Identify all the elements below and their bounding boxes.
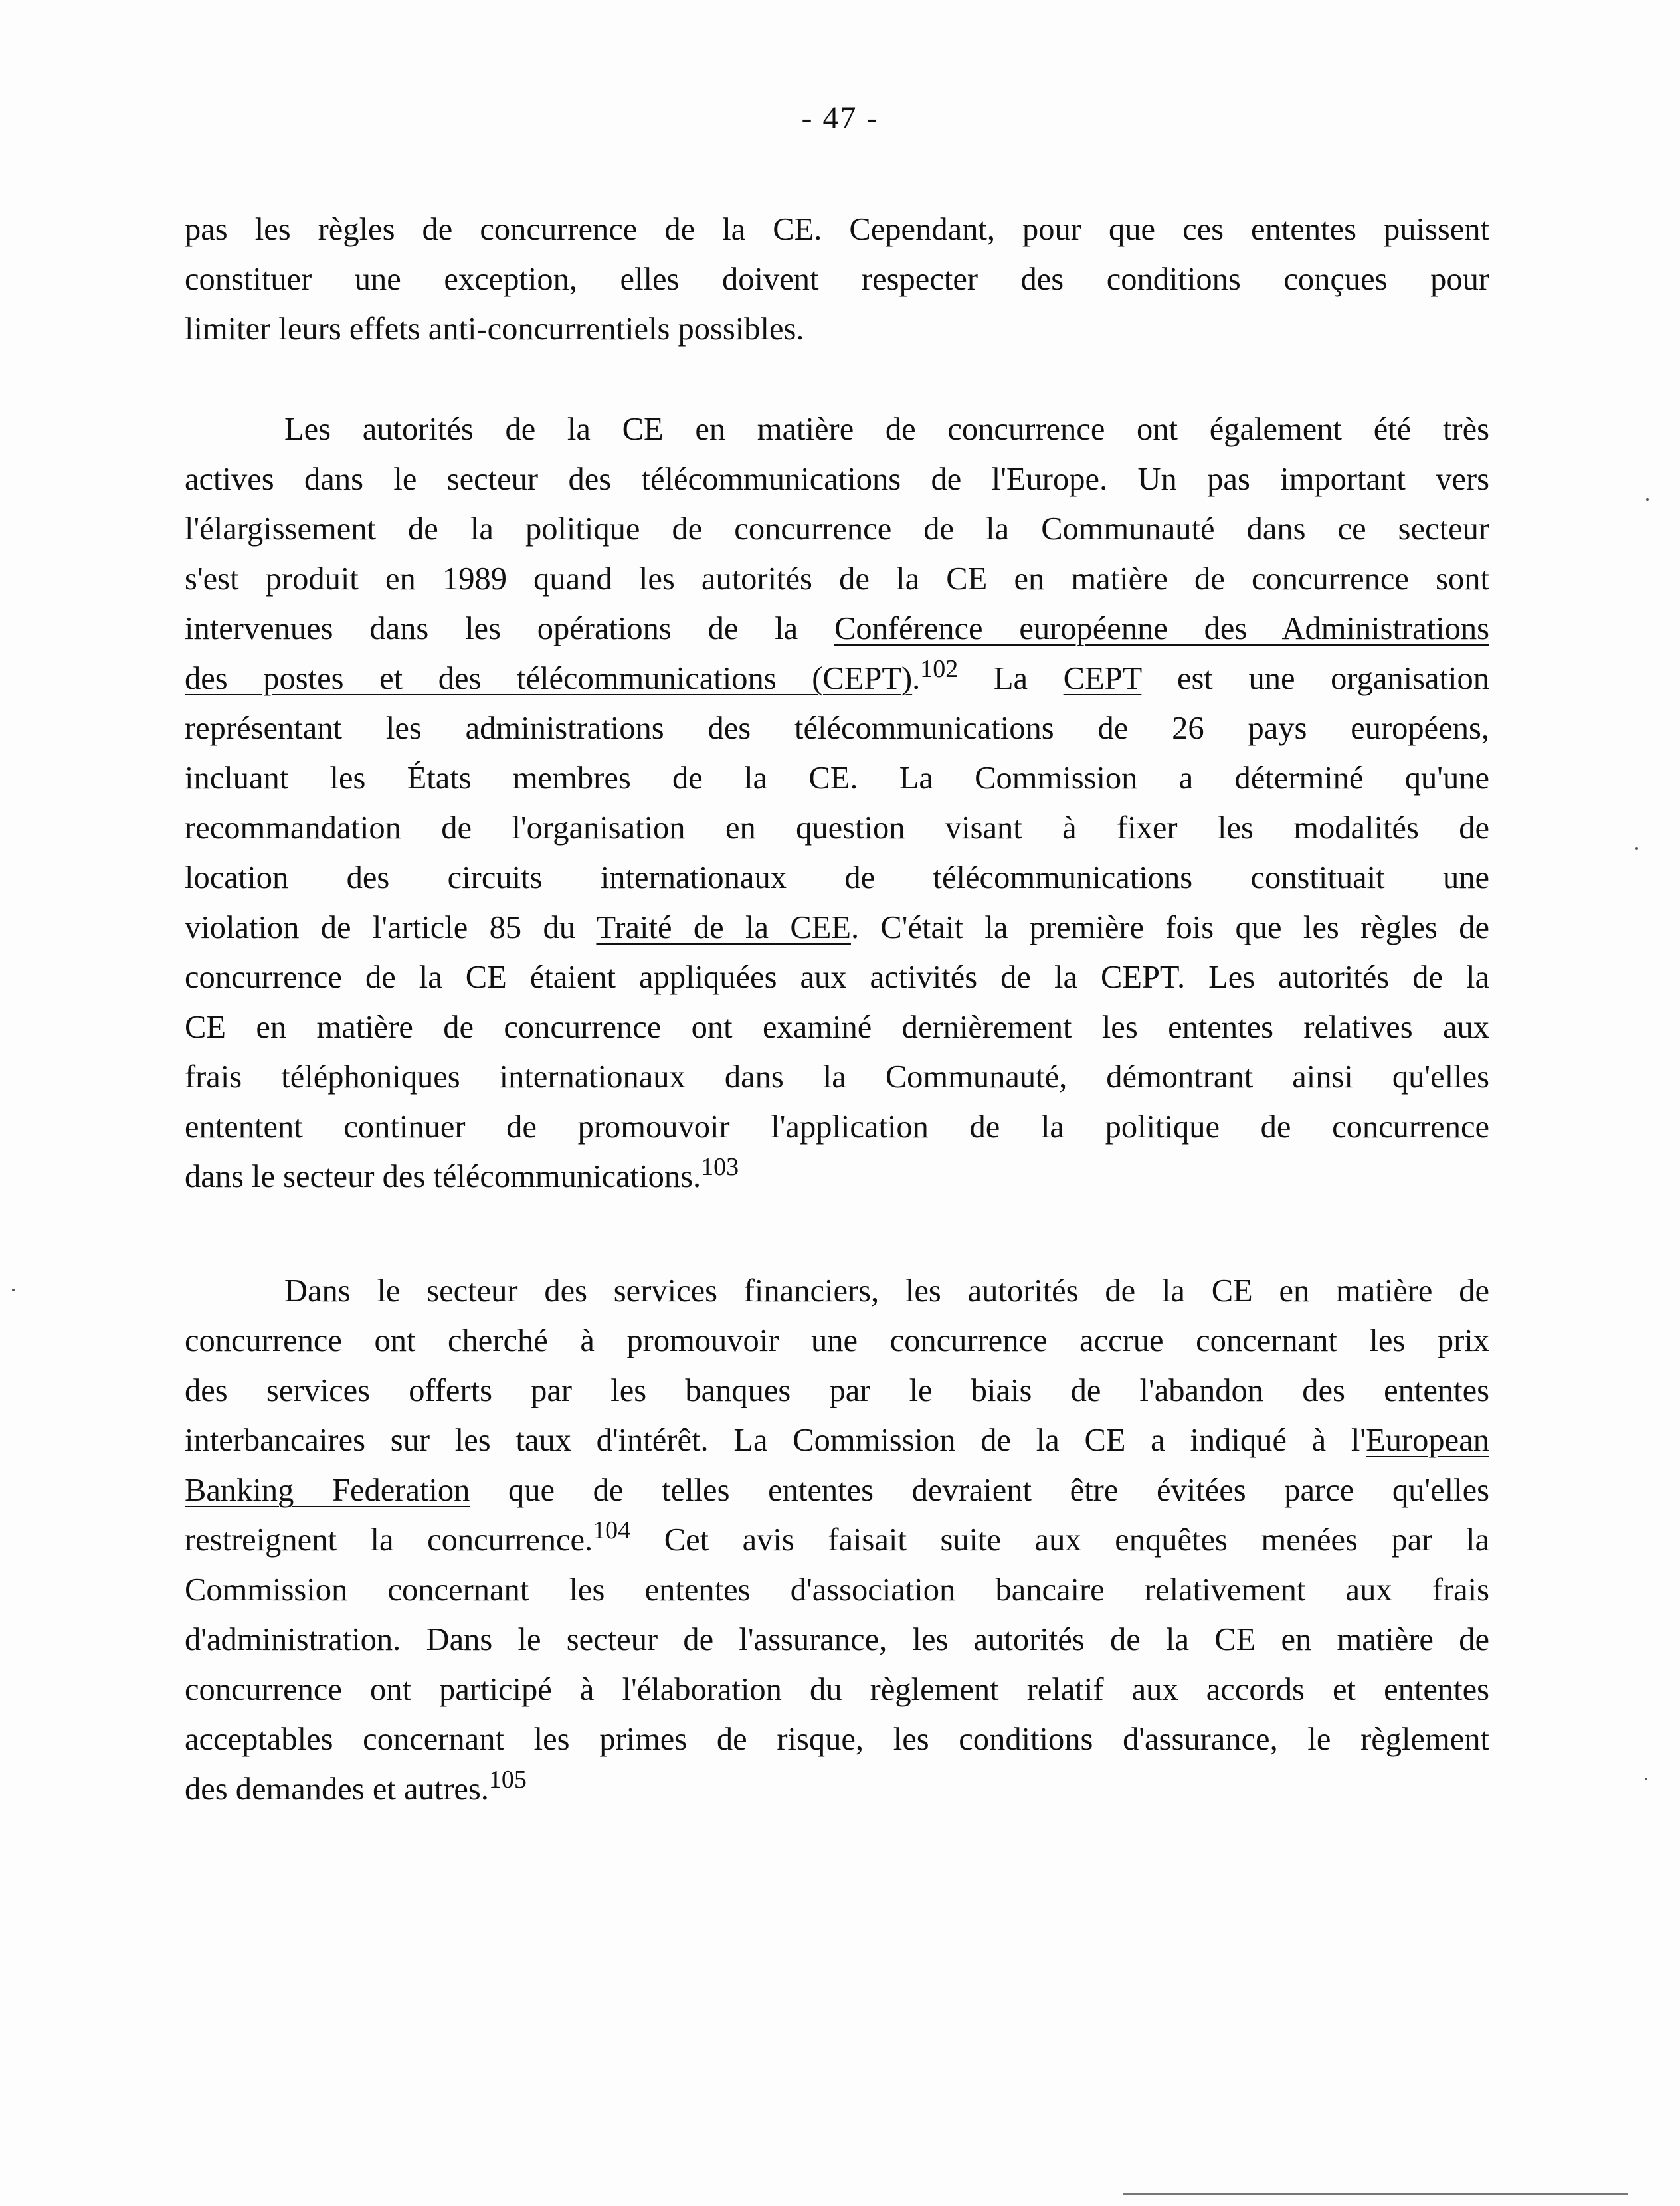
bottom-edge-rule [1123, 2193, 1628, 2195]
paragraph-3 [185, 1266, 1489, 1814]
paragraph-1-line: pas les règles de concurrence de la CE. Cependant, pour que ces ententes puissent [185, 212, 1489, 247]
text-run: violation de l'article 85 du [185, 910, 597, 945]
scan-speck [1635, 847, 1638, 850]
paragraph-3-line [185, 1515, 1489, 1565]
text-run: intervenues dans les opérations de la [185, 611, 835, 646]
paragraph-2-line [185, 654, 1489, 703]
reference-banking-federation: Banking Federation [185, 1473, 470, 1508]
footnote-ref-102: 102 [920, 655, 959, 683]
text-run: que de telles ententes devraient être évitées parce qu'elles [470, 1473, 1489, 1508]
paragraph-2-line: représentant les administrations des télécommunications de 26 pays européens, [185, 711, 1489, 746]
paragraph-2-line [185, 604, 1489, 654]
paragraph-2 [185, 405, 1489, 1202]
text-run: interbancaires sur les taux d'intérêt. La Commission de la CE a indiqué à l' [185, 1423, 1366, 1458]
text-run: restreignent la concurrence. [185, 1522, 593, 1558]
paragraph-3-line: des services offerts par les banques par le biais de l'abandon des ententes [185, 1373, 1489, 1408]
scan-speck [1645, 1778, 1647, 1780]
paragraph-2-line: l'élargissement de la politique de concurrence de la Communauté dans ce secteur [185, 511, 1489, 547]
scan-speck [1646, 498, 1649, 501]
paragraph-2-line: s'est produit en 1989 quand les autorités de la CE en matière de concurrence sont [185, 561, 1489, 597]
paragraph-2-line: Les autorités de la CE en matière de concurrence ont également été très [284, 412, 1489, 447]
paragraph-2-line [185, 1152, 1489, 1202]
footnote-ref-104: 104 [593, 1517, 631, 1544]
paragraph-2-line: incluant les États membres de la CE. La Commission a déterminé qu'une [185, 761, 1489, 796]
paragraph-3-line [185, 1465, 1489, 1515]
text-run: des demandes et autres. [185, 1772, 489, 1807]
text-run: . C'était la première fois que les règles de [850, 910, 1489, 945]
text-run: dans le secteur des télécommunications. [185, 1159, 701, 1194]
text-run: est une organisation [1141, 661, 1490, 696]
reference-cept: CEPT [1063, 661, 1142, 696]
page-number: - 47 - [801, 100, 879, 136]
footnote-ref-103: 103 [701, 1153, 739, 1181]
text-run: La [958, 661, 1064, 696]
paragraph-2-line: CE en matière de concurrence ont examiné dernièrement les ententes relatives aux [185, 1010, 1489, 1045]
paragraph-3-line: Dans le secteur des services financiers, les autorités de la CE en matière de [284, 1273, 1489, 1309]
paragraph-3-line [185, 1416, 1489, 1465]
paragraph-3-line: concurrence ont participé à l'élaboration du règlement relatif aux accords et ententes [185, 1672, 1489, 1707]
paragraph-1-line: constituer une exception, elles doivent respecter des conditions conçues pour [185, 262, 1489, 297]
paragraph-1-line: limiter leurs effets anti-concurrentiels possibles. [185, 312, 804, 347]
reference-european: European [1366, 1423, 1489, 1458]
paragraph-2-line: actives dans le secteur des télécommunications de l'Europe. Un pas important vers [185, 462, 1489, 497]
paragraph-2-line: concurrence de la CE étaient appliquées aux activités de la CEPT. Les autorités de la [185, 960, 1489, 995]
paragraph-3-line: acceptables concernant les primes de risque, les conditions d'assurance, le règlement [185, 1722, 1489, 1757]
paragraph-3-line: d'administration. Dans le secteur de l'assurance, les autorités de la CE en matière de [185, 1622, 1489, 1657]
reference-conference-europeenne: Conférence européenne des Administrations [834, 611, 1489, 646]
footnote-ref-105: 105 [488, 1766, 527, 1793]
paragraph-3-line: concurrence ont cherché à promouvoir une concurrence accrue concernant les prix [185, 1323, 1489, 1358]
paragraph-3-line [185, 1764, 1489, 1814]
paragraph-2-line: frais téléphoniques internationaux dans la Communauté, démontrant ainsi qu'elles [185, 1059, 1489, 1095]
text-run: Cet avis faisait suite aux enquêtes menées par la [630, 1522, 1489, 1558]
reference-postes-telecommunications: des postes et des télécommunications (CEPT) [185, 661, 913, 696]
paragraph-2-line: ententent continuer de promouvoir l'application de la politique de concurrence [185, 1109, 1489, 1145]
paragraph-2-line: recommandation de l'organisation en question visant à fixer les modalités de [185, 810, 1489, 846]
paragraph-1 [185, 205, 1489, 354]
paragraph-3-line: Commission concernant les ententes d'association bancaire relativement aux frais [185, 1572, 1489, 1608]
paragraph-2-line [185, 903, 1489, 953]
reference-traite-cee: Traité de la CEE [596, 910, 851, 945]
scan-speck [12, 1289, 15, 1291]
text-run: . [912, 661, 921, 696]
paragraph-2-line: location des circuits internationaux de télécommunications constituait une [185, 860, 1489, 895]
